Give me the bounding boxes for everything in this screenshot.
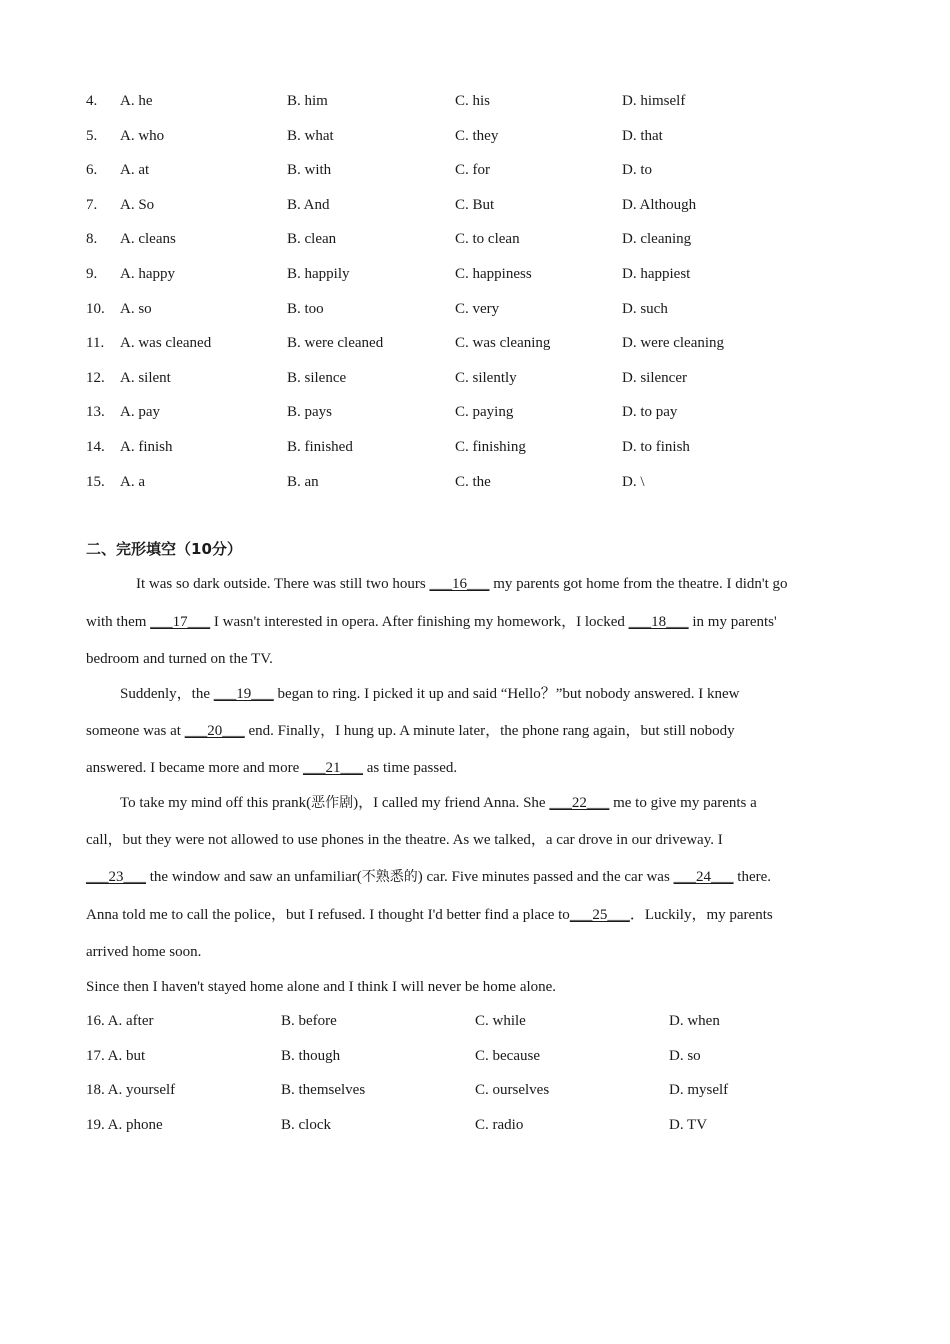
passage-line: ___23___ the window and saw an unfamiliar(不熟悉的) car. Five minutes passed and the car was ___24___ there. [86,866,876,888]
question-number: 12. [86,369,105,386]
gloss-text: 不熟悉的 [361,869,418,885]
option-b: B. were cleaned [287,335,384,352]
passage-line: It was so dark outside. There was still two hours ___16___ my parents got home from the theatre. I didn't go [86,573,926,595]
answer-blank: ___23___ [86,869,146,885]
question-number: 4. [86,93,98,109]
option-b: B. clock [281,1116,331,1133]
answer-blank: ___25___ [569,907,630,923]
answer-blank: ___24___ [673,869,734,885]
option-a: A. who [120,127,165,144]
question-number: 8. [86,231,98,248]
question-number: 6. [86,162,98,179]
answer-blank: ___21___ [302,760,363,776]
section-title: 二、完形填空（10分） [86,540,242,558]
option-c: C. was cleaning [455,335,551,352]
option-b: B. though [281,1047,341,1064]
option-d: D. to [622,162,652,179]
option-a: A. pay [120,404,160,421]
option-c: C. the [455,473,491,490]
option-c: C. paying [455,404,514,421]
option-b: B. pays [287,404,332,421]
option-a: A. finish [120,439,173,455]
option-a: 19. A. phone [86,1116,163,1133]
option-d: D. myself [669,1082,729,1099]
option-b: B. too [287,300,324,317]
option-c: C. while [475,1013,526,1029]
option-d: D. TV [669,1116,708,1133]
passage-line: Anna told me to call the police，but I refused. I thought I'd better find a place to___25___．Luckily，my parents [86,904,876,926]
option-b: B. him [287,93,328,109]
option-a: A. so [120,300,152,317]
option-d: D. silencer [622,369,687,386]
answer-blank: ___20___ [184,723,245,739]
option-d: D. so [669,1047,701,1064]
gloss-text: 恶作剧 [311,795,354,811]
answer-blank: ___22___ [549,795,610,811]
question-number: 7. [86,196,98,213]
option-a: 17. A. but [86,1047,146,1064]
option-a: A. a [120,473,145,490]
option-b: B. before [281,1013,337,1029]
option-a: A. So [120,196,155,213]
option-c: C. radio [475,1116,524,1133]
option-a: A. happy [120,266,175,282]
option-d: D. to finish [622,439,690,455]
option-b: B. finished [287,439,353,455]
option-a: A. at [120,162,150,179]
option-b: B. happily [287,266,350,282]
option-a: 16. A. after [86,1013,154,1029]
option-b: B. with [287,162,332,179]
option-c: C. happiness [455,266,532,282]
option-b: B. silence [287,369,347,386]
option-d: D. happiest [622,266,691,282]
option-c: C. to clean [455,231,520,248]
option-d: D. such [622,300,668,317]
option-c: C. for [455,162,490,179]
question-number: 13. [86,404,105,421]
option-d: D. were cleaning [622,335,725,352]
passage-line: someone was at ___20___ end. Finally，I hung up. A minute later，the phone rang again，but still nobody [86,720,876,742]
option-d: D. \ [622,473,645,490]
option-a: A. cleans [120,231,176,248]
passage-line: Suddenly，the ___19___ began to ring. I picked it up and said “Hello？”but nobody answered. I knew [86,683,910,705]
passage-line: arrived home soon. [86,944,202,960]
question-number: 15. [86,473,105,490]
question-number: 10. [86,300,105,317]
answer-blank: ___18___ [628,614,689,630]
option-d: D. Although [622,196,697,213]
question-number: 11. [86,335,105,352]
question-number: 9. [86,266,98,282]
option-b: B. And [287,196,330,213]
passage-line: bedroom and turned on the TV. [86,651,273,667]
passage-line: call，but they were not allowed to use phones in the theatre. As we talked，a car drove in our driveway. I [86,832,723,848]
answer-blank: ___16___ [429,576,490,592]
option-b: B. an [287,473,319,490]
answer-blank: ___19___ [213,686,274,702]
passage-line: answered. I became more and more ___21___ as time passed. [86,757,876,779]
option-c: C. because [475,1047,540,1064]
question-number: 14. [86,439,105,455]
option-a: 18. A. yourself [86,1082,176,1099]
option-d: D. cleaning [622,231,692,248]
option-d: D. that [622,127,663,144]
option-c: C. they [455,127,499,144]
passage-line: To take my mind off this prank(恶作剧)，I called my friend Anna. She ___22___ me to give my parents a [86,792,910,814]
option-b: B. what [287,127,334,144]
answer-blank: ___17___ [150,614,211,630]
option-a: A. silent [120,369,171,386]
option-d: D. himself [622,93,686,109]
option-c: C. his [455,93,491,109]
question-number: 5. [86,127,98,144]
option-c: C. finishing [455,439,526,455]
option-d: D. when [669,1013,720,1029]
option-a: A. was cleaned [120,335,212,352]
passage-line: Since then I haven't stayed home alone and I think I will never be home alone. [86,979,557,995]
option-c: C. silently [455,369,517,386]
option-a: A. he [120,93,153,109]
option-c: C. very [455,300,500,317]
option-c: C. ourselves [475,1082,550,1099]
option-c: C. But [455,196,495,213]
option-b: B. clean [287,231,337,248]
passage-line: with them ___17___ I wasn't interested in opera. After finishing my homework，I locked ___18___ in my parents' [86,611,876,633]
option-d: D. to pay [622,404,678,421]
option-b: B. themselves [281,1082,366,1099]
